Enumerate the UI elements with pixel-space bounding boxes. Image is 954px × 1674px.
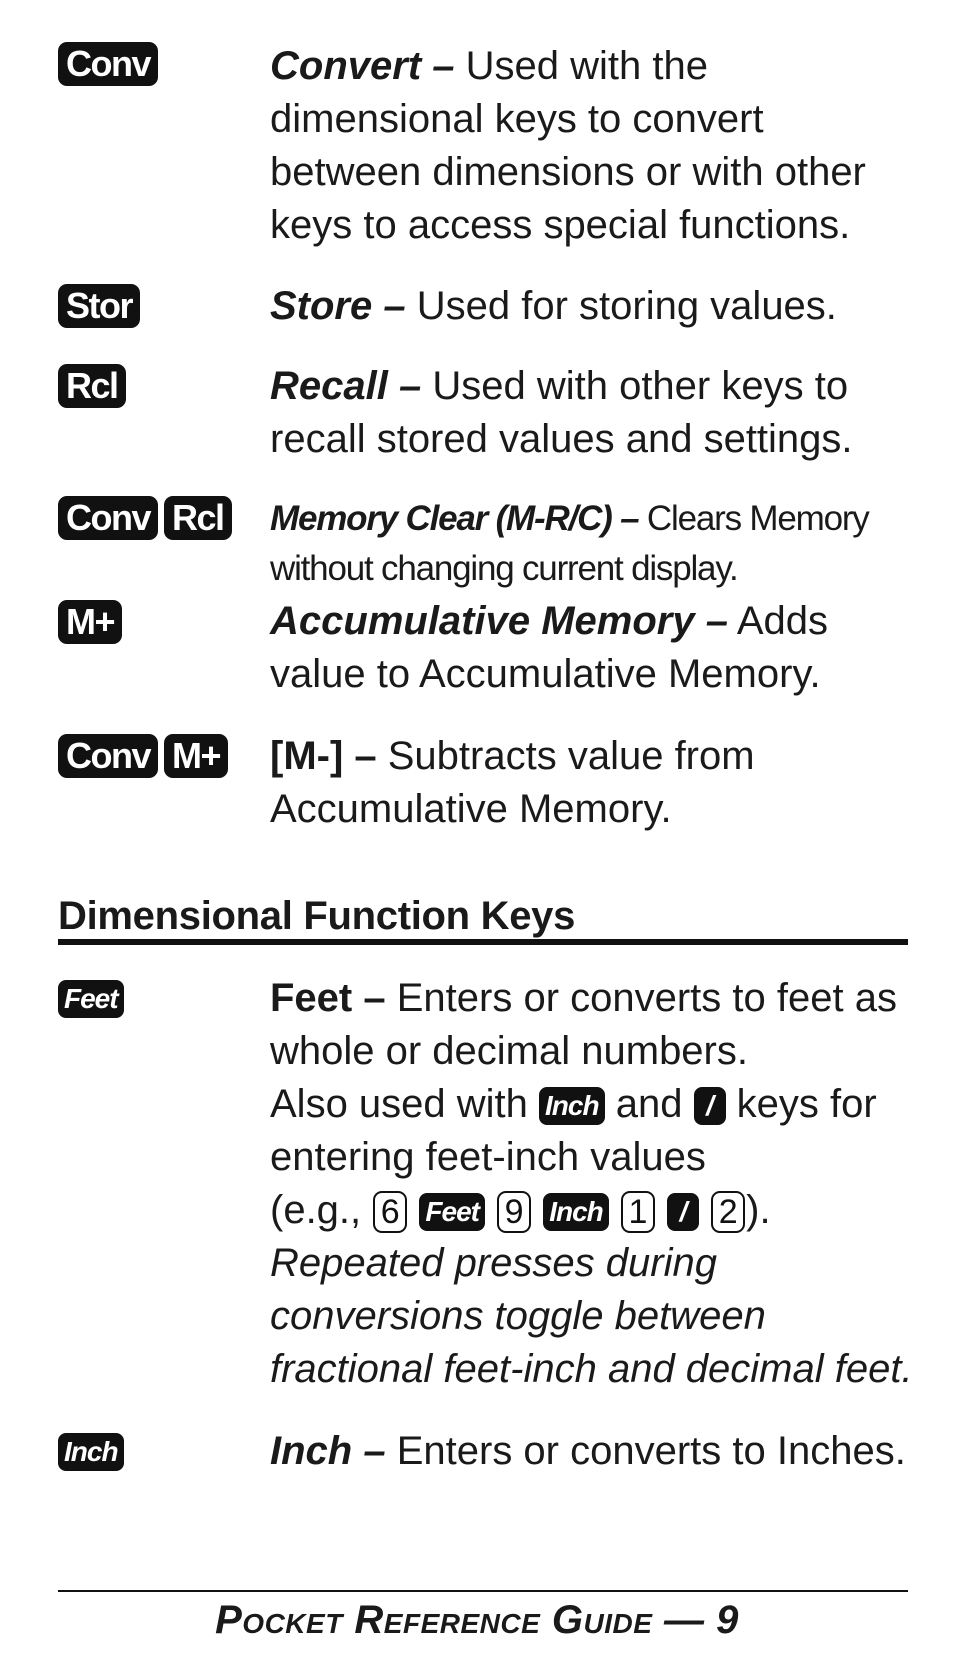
inch-text: Enters or converts to Inches. (385, 1429, 906, 1473)
store-term: Store – (270, 284, 406, 328)
convert-term: Convert – (270, 44, 455, 88)
m-plus-key: M+ (164, 734, 228, 778)
page-footer: Pocket Reference Guide — 9 (215, 1598, 739, 1642)
example-open: (e.g., (270, 1188, 373, 1232)
recall-description (270, 360, 920, 466)
memory-clear-text: Clears Memory without changing current display. (270, 499, 869, 588)
rcl-key: Rcl (58, 364, 126, 408)
feet-also-and: and (604, 1082, 694, 1126)
inch-key: Inch (543, 1193, 609, 1231)
store-description (270, 280, 920, 333)
feet-description (270, 972, 920, 1396)
feet-also-prefix: Also used with (270, 1082, 540, 1126)
m-minus-term: [M-] – (270, 734, 377, 778)
feet-key: Feet (58, 980, 124, 1018)
fraction-slash-key: / (694, 1087, 726, 1125)
inch-term: Inch – (270, 1429, 386, 1473)
m-plus-key: M+ (58, 600, 122, 644)
number-key-6: 6 (373, 1191, 407, 1233)
section-title: Dimensional Function Keys (58, 894, 576, 938)
conv-key: Conv (58, 734, 158, 778)
section-divider (58, 939, 908, 945)
stor-key: Stor (58, 284, 140, 328)
store-text: Used for storing values. (405, 284, 837, 328)
feet-text: Enters or converts to feet as whole or decimal numbers. (270, 976, 897, 1073)
inch-description (270, 1425, 920, 1478)
example-close: ). (746, 1188, 771, 1232)
accumulative-memory-text: Adds value to Accumulative Memory. (270, 599, 829, 696)
m-minus-description (270, 730, 920, 836)
recall-text: Used with other keys to recall stored values and settings. (270, 364, 853, 461)
feet-toggle-note: Repeated presses during conversions toggle between fractional feet-inch and decimal feet. (270, 1241, 913, 1391)
rcl-key: Rcl (164, 496, 232, 540)
convert-text: Used with the dimensional keys to convert between dimensions or with other keys to access special functions. (270, 44, 866, 247)
inch-key: Inch (58, 1433, 124, 1471)
footer-divider (58, 1590, 908, 1592)
conv-key: Conv (58, 496, 158, 540)
fraction-slash-key: / (667, 1193, 699, 1231)
feet-also-suffix: keys for entering feet-inch values (270, 1082, 877, 1179)
feet-term: Feet – (270, 976, 386, 1020)
number-key-2: 2 (711, 1191, 745, 1233)
accumulative-memory-term: Accumulative Memory – (270, 599, 728, 643)
memory-clear-term: Memory Clear (M-R/C) – (270, 499, 639, 538)
accumulative-memory-description (270, 595, 920, 701)
conv-key: Conv (58, 42, 158, 86)
recall-term: Recall – (270, 364, 422, 408)
m-minus-text: Subtracts value from Accumulative Memory. (270, 734, 755, 831)
convert-description (270, 40, 920, 252)
number-key-9: 9 (497, 1191, 531, 1233)
feet-key: Feet (419, 1193, 485, 1231)
inch-key: Inch (539, 1087, 605, 1125)
memory-clear-description (270, 494, 920, 594)
number-key-1: 1 (621, 1191, 655, 1233)
